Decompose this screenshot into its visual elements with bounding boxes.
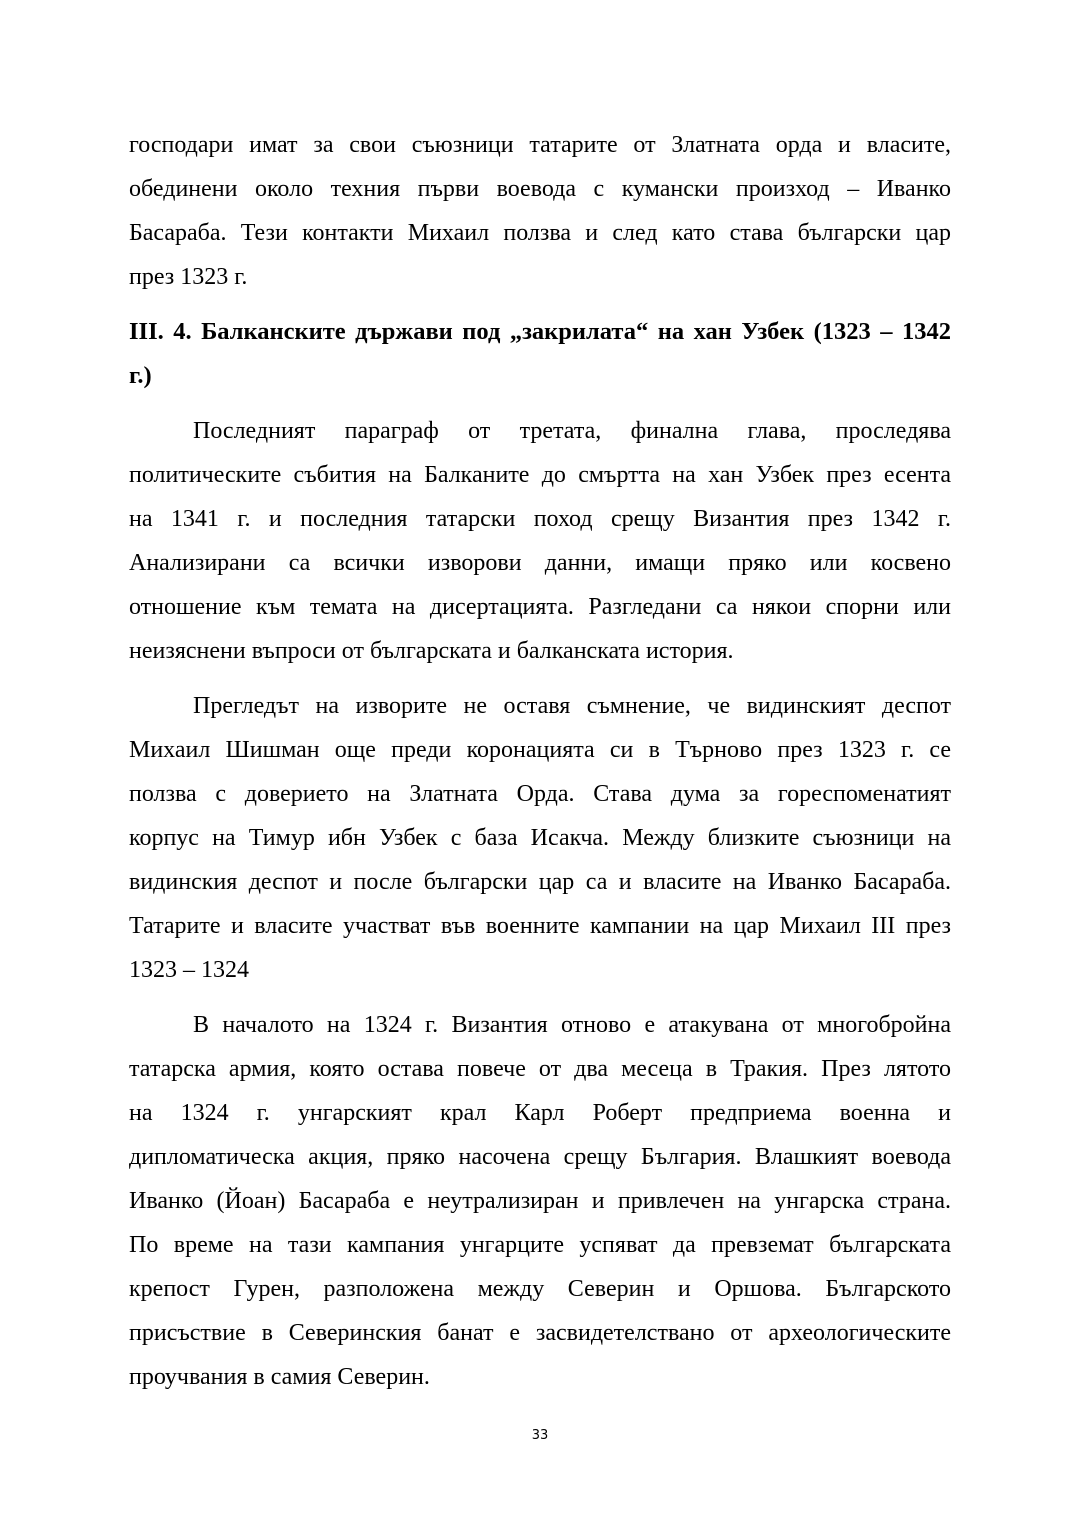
text-line: татарска армия, която остава повече от два месеца в Тракия. През лятото (129, 1056, 951, 1082)
text-line: на 1341 г. и последния татарски поход срещу Византия през 1342 г. (129, 506, 951, 532)
text-line: политическите събития на Балканите до смъртта на хан Узбек през есента (129, 462, 951, 488)
text-line: отношение към темата на дисертацията. Разгледани са някои спорни или (129, 594, 951, 620)
paragraph-1 (129, 409, 951, 673)
text-line: 1323 – 1324 (129, 957, 249, 983)
text-line: Иванко (Йоан) Басараба е неутрализиран и привлечен на унгарска страна. (129, 1188, 951, 1214)
text-line: видинския деспот и после български цар са и власите на Иванко Басараба. (129, 869, 951, 895)
paragraph-3 (129, 1003, 951, 1399)
text-line: Михаил Шишман още преди коронацията си в Търново през 1323 г. се (129, 737, 951, 763)
text-line: крепост Гурен, разположена между Северин и Оршова. Българското (129, 1276, 951, 1302)
page-body (129, 123, 951, 1399)
heading-line: III. 4. Балканските държави под „закрилата“ на хан Узбек (1323 – 1342 (129, 318, 951, 345)
text-line: през 1323 г. (129, 264, 248, 290)
text-line: ползва с доверието на Златната Орда. Става дума за гореспоменатият (129, 781, 951, 807)
text-line: господари имат за свои съюзници татарите от Златната орда и власите, (129, 132, 951, 158)
text-line: проучвания в самия Северин. (129, 1364, 430, 1390)
text-line: Татарите и власите участват във военните кампании на цар Михаил III през (129, 913, 951, 939)
text-line: дипломатическа акция, пряко насочена срещу България. Влашкият воевода (129, 1144, 951, 1170)
text-line: В началото на 1324 г. Византия отново е атакувана от многобройна (193, 1012, 951, 1038)
text-line: По време на тази кампания унгарците успяват да превземат българската (129, 1232, 951, 1258)
text-line: Прегледът на изворите не оставя съмнение, че видинският деспот (193, 693, 951, 719)
page-number: 33 (531, 1428, 549, 1443)
text-line: обединени около техния първи воевода с кумански произход – Иванко (129, 176, 951, 202)
section-heading (129, 310, 951, 398)
text-line: корпус на Тимур ибн Узбек с база Исакча. Между близките съюзници на (129, 825, 951, 851)
text-line: присъствие в Северинския банат е засвидетелствано от археологическите (129, 1320, 951, 1346)
text-line: Последният параграф от третата, финална глава, проследява (193, 418, 951, 444)
text-line: на 1324 г. унгарският крал Карл Роберт предприема военна и (129, 1100, 951, 1126)
heading-line: г.) (129, 362, 152, 389)
text-line: Басараба. Тези контакти Михаил ползва и след като става български цар (129, 220, 951, 246)
text-line: неизяснени въпроси от българската и балканската история. (129, 638, 734, 664)
paragraph-continuation (129, 123, 951, 299)
paragraph-2 (129, 684, 951, 992)
text-line: Анализирани са всички изворови данни, имащи пряко или косвено (129, 550, 951, 576)
